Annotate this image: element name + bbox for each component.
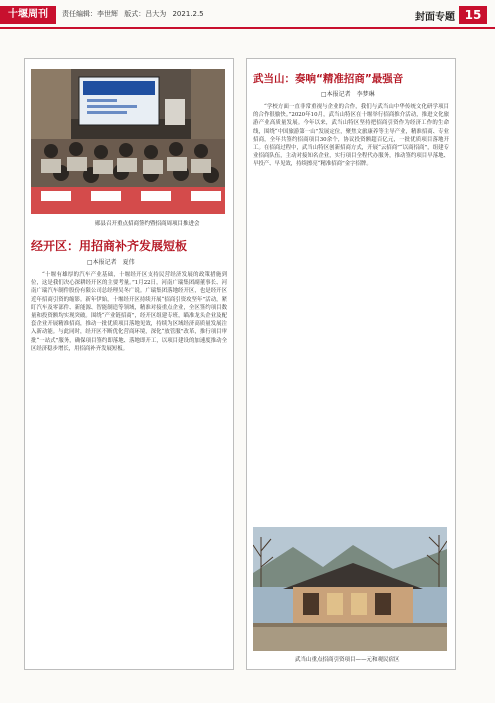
page-number: 15 — [459, 6, 487, 24]
article-byline: □本报记者 李梦琳 — [321, 91, 375, 98]
page-header — [0, 6, 495, 24]
header-meta — [62, 9, 208, 19]
left-article — [24, 58, 234, 670]
photo-caption: 武当山重点招商引资项目——元和观民宿区 — [295, 657, 400, 663]
photo-caption: 郧县召开重点招商签约暨招商周项目推进会 — [95, 221, 200, 227]
masthead-logo: 十堰周刊 — [0, 6, 56, 24]
article-title: 经开区：用招商补齐发展短板 — [31, 239, 188, 253]
header-rule — [0, 27, 495, 29]
right-article — [246, 58, 456, 670]
article-byline: □本报记者 夏伟 — [87, 259, 135, 266]
article-body: “学校方面一直非常重视与企业的合作，我们与武当山中华传统文化研学项目的合作很愉快。”2020年10月，武当山特区在十堰举行招商推介活动，推进文化旅游产业高质量发展。今年以来，武当山特区坚持把招商引资作为经济工作的生命线，围绕“中国旅游第一山”发展定位，聚焦文旅康养等主导产业，精准招商、专业招商，全年共签约招商项目30余个，协议投资额超百亿元，一批优质项目落地开工。在招商过程中，武当山特区创新招商方式，开展“云招商”“以商招商”，组建专业招商队伍，主动对接知名企业，实行项目全程代办服务，推动签约项目早落地、早投产、早见效，持续擦亮“精准招商”金字招牌。 — [253, 104, 449, 168]
section-title: 封面专题 — [415, 12, 455, 23]
article-body: “十堰有雄厚的汽车产业基础，十堰经开区支持民营经济发展的政策措施到位，这是我们决心深耕经开区的主要考量。”1月22日，河南广瑞集团副董事长、河南广瑞汽车制件股份有限公司总经理吴冬广说。广瑞集团落地经开区，也是经开区近年招商引资的缩影。新年伊始，十堰经开区持续开展“招商引资攻坚年”活动，紧盯汽车及零部件、新能源、智能制造等领域，精准对接重点企业，全区签约项目数量和投资额均实现突破。围绕“产业链招商”，经开区组建专班，瞄准龙头企业及配套企业开展精准招商，推动一批优质项目落地见效，持续为区域经济高质量发展注入新动能。与此同时，经开区不断优化营商环境，深化“放管服”改革，推行项目审批“一站式”服务，确保项目签约即落地、落地即开工，以项目建设的加速度推动全区经济稳步增长，用招商补齐发展短板。 — [31, 272, 227, 352]
issue-date: 2021.2.5 — [172, 10, 204, 18]
building-photo — [253, 527, 447, 651]
conference-photo — [31, 69, 225, 214]
editor-credit: 责任编辑：李世辉 — [62, 10, 118, 18]
article-title: 武当山：奏响“精准招商”最强音 — [253, 73, 404, 85]
designer-credit: 版式：吕大为 — [124, 10, 167, 18]
